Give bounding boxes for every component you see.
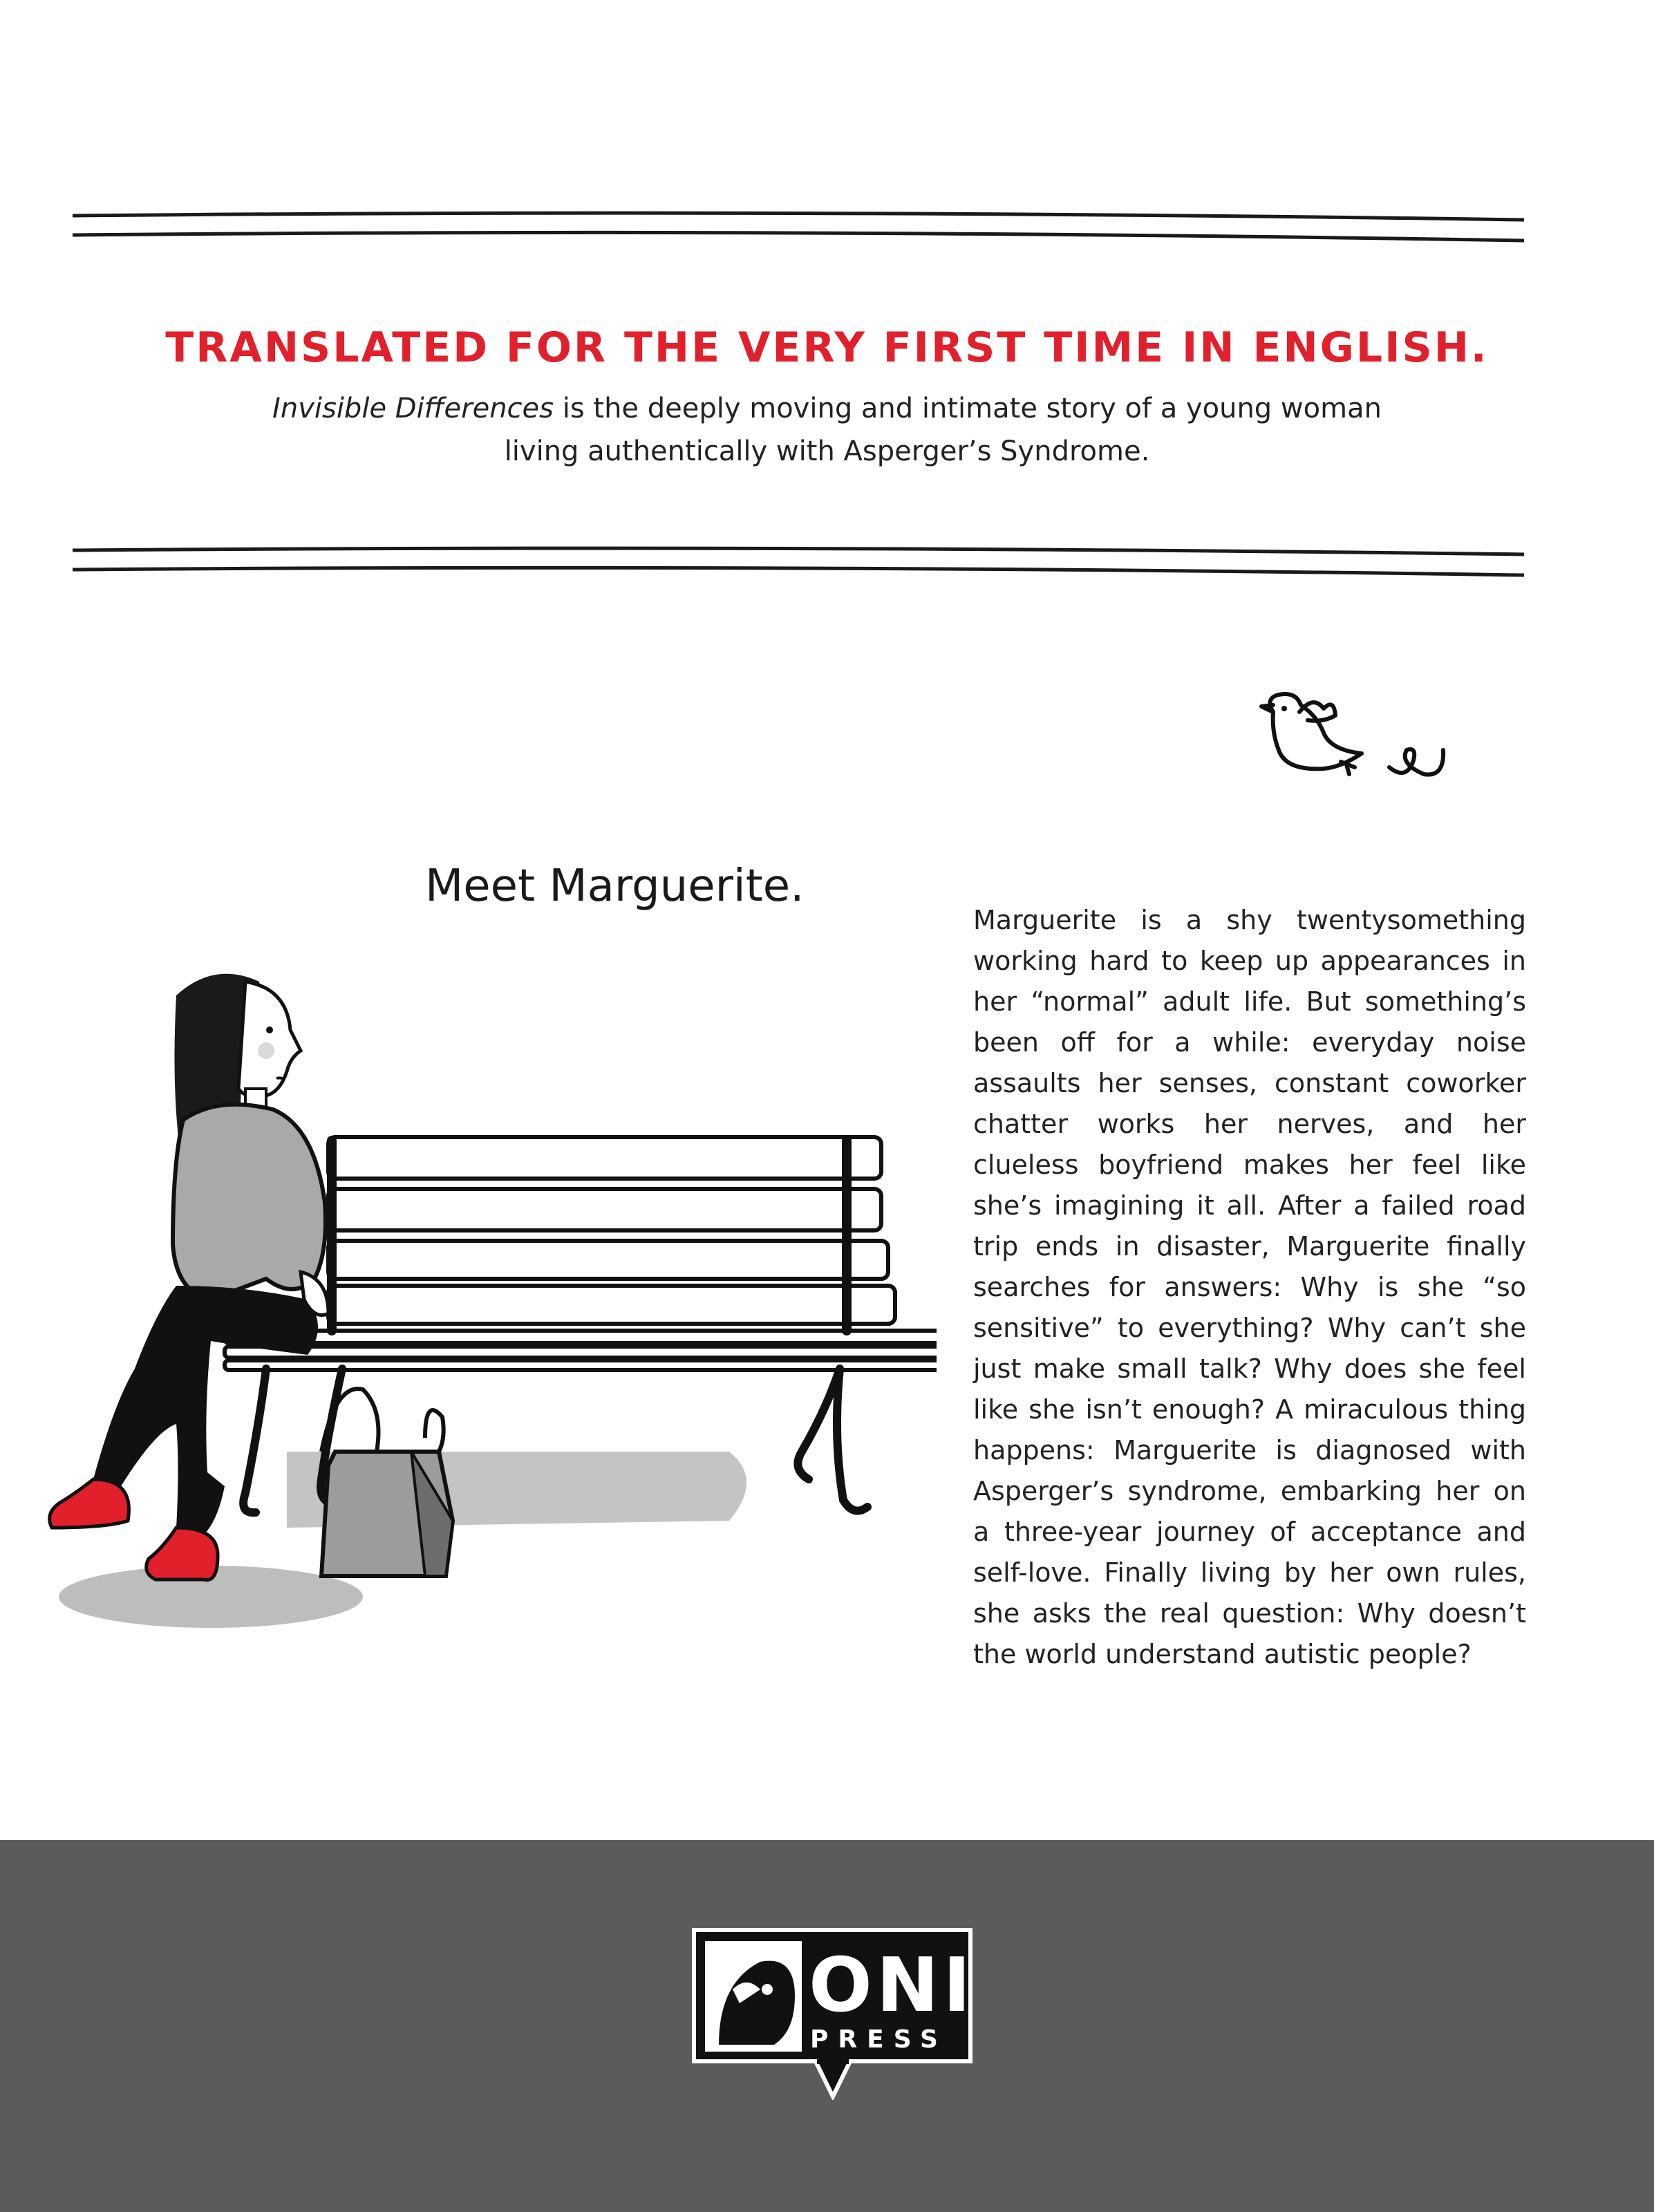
book-description: Marguerite is a shy twentysomething working hard to keep up appearances in her “normal” adult life. But something’s been off for a while: everyday noise assaults her senses, constant coworker chatter works her nerves, and her clueless boyfriend makes her feel like she’s imagining it all. After a failed road trip ends in disaster, Marguerite finally searches for answers: Why is she “so sensitive” to everything? Why can’t she just make small talk? Why does she feel like she isn’t enough? A miraculous thing happens: Marguerite is diagnosed with Asperger’s syndrome, embarking her on a three-year journey of acceptance and self-love. Finally living by her own rules, she asks the real question: Why doesn’t the world understand autistic people? — [973, 905, 1526, 1669]
intro-rest: is the deeply moving and intimate story of a young woman living authentically with Asperger’s Syndrome. — [504, 393, 1382, 467]
tote-bag — [321, 1389, 453, 1576]
marguerite-bench-illustration — [38, 954, 937, 1631]
bird-icon — [1258, 684, 1465, 802]
sweater — [173, 1105, 326, 1300]
section-title: Meet Marguerite. — [425, 861, 805, 912]
decorative-rule-bottom — [69, 539, 1528, 588]
decorative-rule-top — [69, 207, 1528, 256]
logo-sub: PRESS — [810, 2025, 948, 2054]
red-shoe-right — [147, 1528, 218, 1580]
red-shoe-left — [50, 1479, 129, 1528]
intro-text — [263, 387, 1391, 473]
face — [238, 982, 301, 1096]
book-title: Invisible Differences — [272, 393, 554, 424]
oni-press-logo-icon — [691, 1927, 975, 2100]
logo-name: ONI — [809, 1942, 975, 2029]
headline: TRANSLATED FOR THE VERY FIRST TIME IN ENGLISH. — [165, 324, 1489, 372]
